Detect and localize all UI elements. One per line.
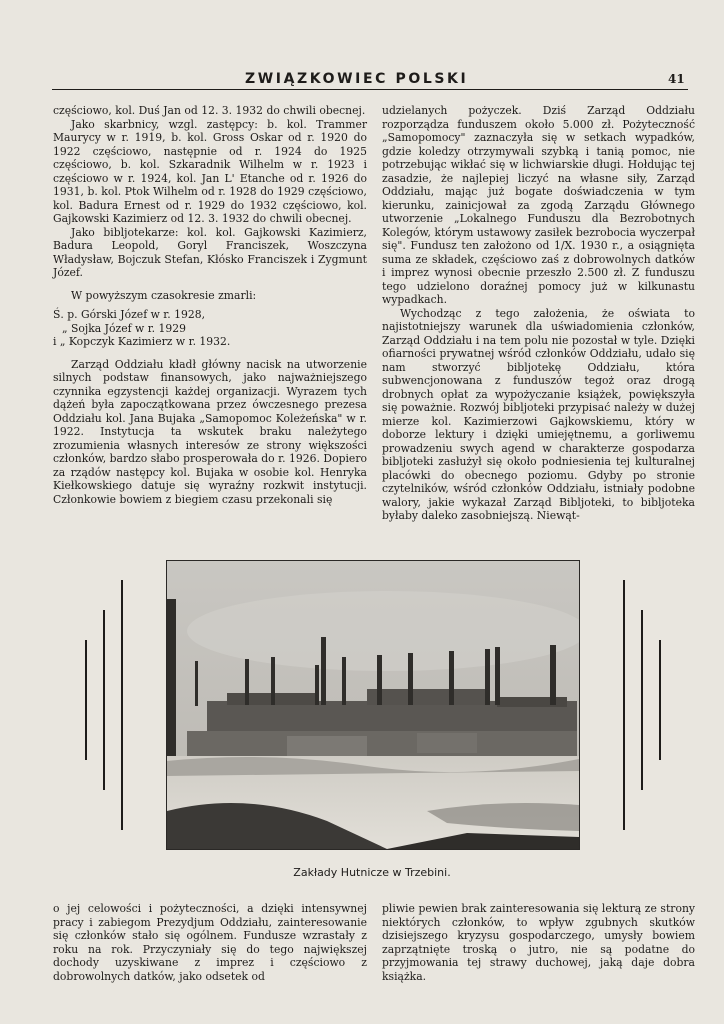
photo-caption: Zakłady Hutnicze w Trzebini. bbox=[293, 866, 451, 879]
list-item: „ Sojka Józef w r. 1929 bbox=[62, 321, 187, 335]
paragraph: o jej celowości i pożyteczności, a dzięki intensywnej pracy i zabiegom Prezydjum Oddziału, zainteresowanie się członków stało się ogólnem. Fundusze wzrastały z roku na rok. Przyczyniały się do tego największej dochody uzyskiwane z imprez i częściowo z dobrowolnych datków, jako odsetek od bbox=[53, 902, 367, 983]
decorative-line bbox=[641, 610, 643, 790]
paragraph: Zarząd Oddziału kładł główny nacisk na utworzenie silnych podstaw finansowych, jako najważniejszego czynnika egzystencji każdej organizacji. Wyrazem tych dążeń była zapoczątkowana przez ówczesnego prezesa Oddziału kol. Jana Bujaka „Samopomoc Koleżeńska" w r. 1922. Instytucja ta wskutek braku należytego zrozumienia własnych interesów ze strony większości członków, bardzo słabo prosperowała do r. 1926. Dopiero za rządów następcy kol. Bujaka w osobie kol. Henryka Kiełkowskiego datuje się wyraźny rozkwit instytucji. Członkowie bowiem z biegiem czasu przekonali się bbox=[53, 357, 367, 506]
steelworks-photo bbox=[166, 560, 580, 850]
right-column-bottom bbox=[382, 902, 695, 983]
decorative-line bbox=[121, 580, 123, 830]
paragraph: udzielanych pożyczek. Dziś Zarząd Oddziału rozporządza funduszem około 5.000 zł. Pożyteczność „Samopomocy" zaznaczyła się w setkach wypadków, gdzie koledzy otrzymywali szybką i tanią pomoc, nie potrzebując wikłać się w lichwiarskie długi. Hołdując tej zasadzie, że najlepiej liczyć na własne siły, Zarząd Oddziału, mając już bogate doświadczenia w tym kierunku, zainicjował za zgodą Zarządu Głównego utworzenie „Lokalnego Funduszu dla Bezrobotnych Kolegów, którym ustawowy zasiłek bezrobocia wyczerpał się". Fundusz ten założono od 1/X. 1930 r., a osiągnięta suma ze składek, częściowo zaś z dobrowolnych datków i imprez wynosi obecnie przeszło 2.500 zł. Z funduszu tego udzielono doraźnej pomocy już w kilkunastu wypadkach. bbox=[382, 104, 695, 306]
page-number: 41 bbox=[668, 72, 685, 86]
running-header-title: ZWIĄZKOWIEC POLSKI bbox=[245, 71, 469, 87]
header-rule bbox=[52, 89, 688, 90]
decorative-line bbox=[623, 580, 625, 830]
decorative-line bbox=[85, 640, 87, 760]
left-column-bottom bbox=[53, 902, 367, 983]
decorative-line bbox=[659, 640, 661, 760]
paragraph: Jako bibljotekarze: kol. kol. Gajkowski Kazimierz, Badura Leopold, Goryl Franciszek, Woszczyna Władysław, Bojczuk Stefan, Kłósko Franciszek i Zygmunt Józef. bbox=[53, 225, 367, 279]
deceased-list bbox=[53, 308, 367, 349]
paragraph: Jako skarbnicy, wzgl. zastępcy: b. kol. Trammer Maurycy w r. 1919, b. kol. Gross Oskar od r. 1920 do 1922 częściowo, następnie od r. 1924 do 1925 częściowo, b. kol. Szkaradnik Wilhelm w r. 1923 i częściowo w r. 1924, kol. Jan L' Etanche od r. 1926 do 1931, b. kol. Ptok Wilhelm od r. 1928 do 1929 częściowo, kol. Badura Ernest od r. 1929 do 1932 częściowo, kol. Gajkowski Kazimierz od 12. 3. 1932 do chwili obecnej. bbox=[53, 117, 367, 225]
paragraph: częściowo, kol. Duś Jan od 12. 3. 1932 do chwili obecnej. bbox=[53, 104, 366, 117]
paragraph: pliwie pewien brak zainteresowania się lekturą ze strony niektórych członków, to wpływ zgubnych skutków dzisiejszego kryzysu gospodarczego, umysły bowiem zaprzątnięte troską o jutro, nie są podatne do przyjmowania tej strawy duchowej, jaką daje dobra książka. bbox=[382, 902, 695, 983]
left-column-top bbox=[53, 104, 367, 506]
steelworks-illustration bbox=[167, 561, 579, 849]
right-column-top bbox=[382, 104, 695, 523]
paragraph: W powyższym czasokresie zmarli: bbox=[71, 288, 257, 302]
list-item: Ś. p. Górski Józef w r. 1928, bbox=[53, 308, 206, 321]
decorative-line bbox=[103, 610, 105, 790]
paragraph: Wychodząc z tego założenia, że oświata to najistotniejszy warunek dla uświadomienia członków, Zarząd Oddziału i na tem polu nie pozostał w tyle. Dzięki ofiarności prywatnej wśród członków Oddziału, udało się nam stworzyć bibljotekę Oddziału, która subwencjonowana z funduszów tegoż oraz drogą drobnych opłat za wypożyczanie książek, powiększyła się poważnie. Rozwój bibljoteki przypisać należy w dużej mierze kol. Kazimierzowi Gajkowskiemu, który w doborze lektury i dzięki umiejętnemu, a gorliwemu prowadzeniu swych agend w charakterze gospodarza bibljoteki zasłużył się około podniesienia tej kulturalnej placówki do obecnego poziomu. Gdyby po stronie czytelników, wśród członków Oddziału, istniały podobne walory, jakie wykazał Zarząd Bibljoteki, to bibljoteka byłaby daleko zasobniejszą. Niewąt- bbox=[382, 306, 695, 522]
list-item: i „ Kopczyk Kazimierz w r. 1932. bbox=[53, 335, 231, 348]
